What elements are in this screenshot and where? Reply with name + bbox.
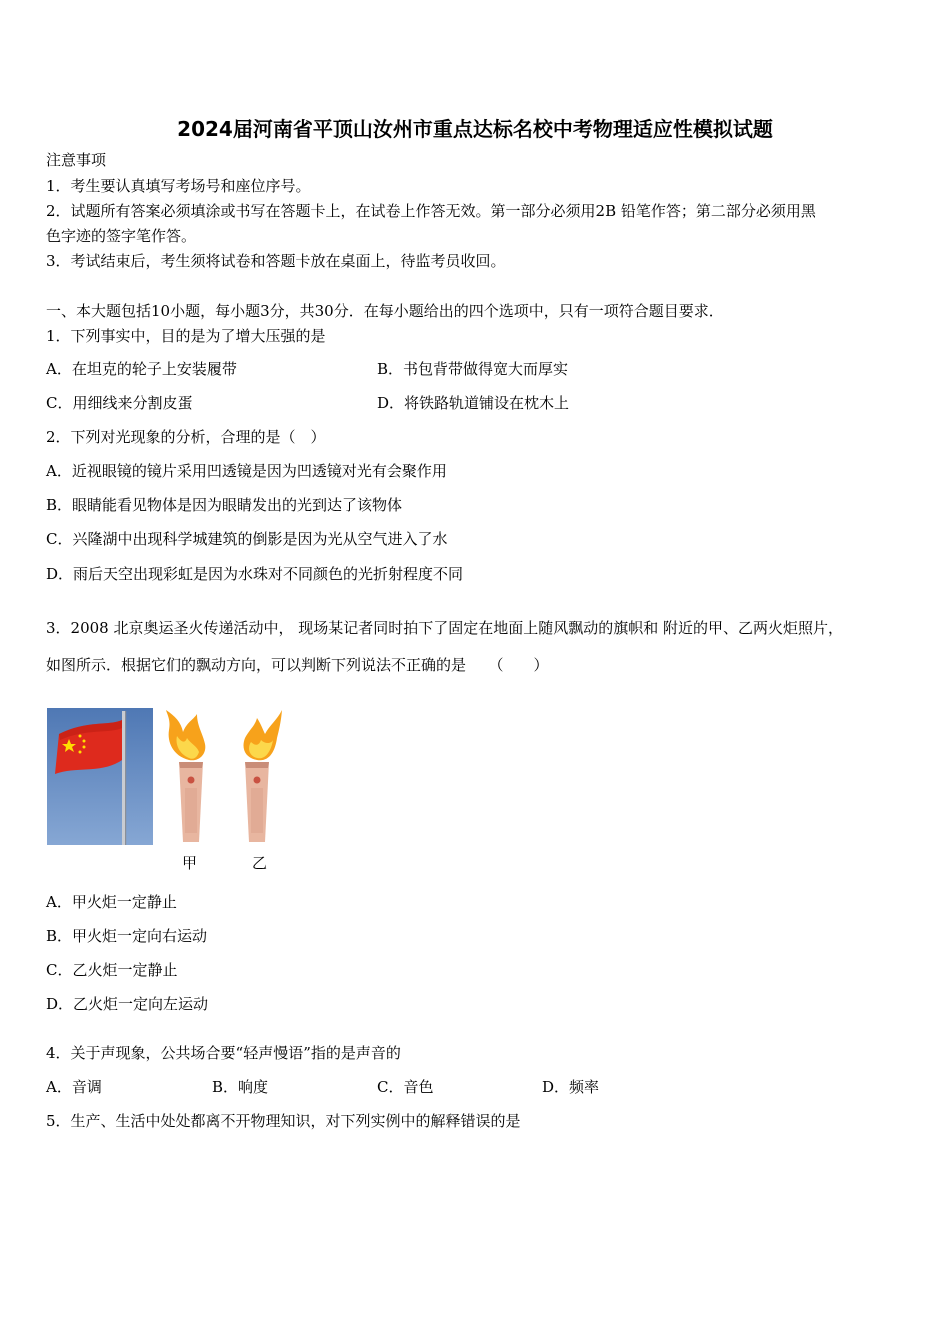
q2-option-c: C．兴隆湖中出现科学城建筑的倒影是因为光从空气进入了水 <box>46 530 448 548</box>
notice-item: 3．考试结束后，考生须将试卷和答题卡放在桌面上，待监考员收回。 <box>46 252 506 270</box>
q2-stem: 2．下列对光现象的分析，合理的是（ ） <box>46 428 326 446</box>
q1-option-d: D．将铁路轨道铺设在枕木上 <box>377 394 570 412</box>
q3-stem: 如图所示．根据它们的飘动方向，可以判断下列说法不正确的是 （ ） <box>46 656 549 674</box>
q2-option-a: A．近视眼镜的镜片采用凹透镜是因为凹透镜对光有会聚作用 <box>46 462 447 480</box>
q3-option-d: D．乙火炬一定向左运动 <box>46 995 209 1013</box>
torch-yi-icon <box>235 708 285 846</box>
q1-stem: 1．下列事实中，目的是为了增大压强的是 <box>46 327 326 345</box>
notice-heading: 注意事项 <box>46 151 107 169</box>
notice-item: 1．考生要认真填写考场号和座位序号。 <box>46 177 311 195</box>
notice-item: 2．试题所有答案必须填涂或书写在答题卡上，在试卷上作答无效。第一部分必须用2B 铅笔作答；第二部分必须用黑 <box>46 202 816 220</box>
q1-option-b: B．书包背带做得宽大而厚实 <box>377 360 569 378</box>
q3-option-a: A．甲火炬一定静止 <box>46 893 177 911</box>
q4-option-b: B．响度 <box>212 1078 269 1096</box>
q4-option-a: A．音调 <box>46 1078 102 1096</box>
q4-stem: 4．关于声现象，公共场合要“轻声慢语”指的是声音的 <box>46 1044 401 1062</box>
q4-option-c: C．音色 <box>377 1078 434 1096</box>
section-heading: 一、本大题包括10小题，每小题3分，共30分．在每小题给出的四个选项中，只有一项符合题目要求． <box>46 302 724 320</box>
torch-jia-icon <box>163 708 213 846</box>
flag-photo <box>47 708 153 845</box>
q3-option-b: B．甲火炬一定向右运动 <box>46 927 208 945</box>
notice-item: 色字迹的签字笔作答。 <box>46 227 197 245</box>
page-title: 2024届河南省平顶山汝州市重点达标名校中考物理适应性模拟试题 <box>177 117 773 141</box>
q3-option-c: C．乙火炬一定静止 <box>46 961 178 979</box>
q1-option-a: A．在坦克的轮子上安装履带 <box>46 360 237 378</box>
figure-label-yi: 乙 <box>252 854 268 872</box>
q5-stem: 5．生产、生活中处处都离不开物理知识，对下列实例中的解释错误的是 <box>46 1112 521 1130</box>
q2-option-d: D．雨后天空出现彩虹是因为水珠对不同颜色的光折射程度不同 <box>46 565 464 583</box>
q3-stem: 3．2008 北京奥运圣火传递活动中， 现场某记者同时拍下了固定在地面上随风飘动的旗帜和 附近的甲、乙两火炬照片， <box>46 619 844 637</box>
q4-option-d: D．频率 <box>542 1078 600 1096</box>
figure-label-jia: 甲 <box>182 854 198 872</box>
q2-option-b: B．眼睛能看见物体是因为眼睛发出的光到达了该物体 <box>46 496 403 514</box>
q1-option-c: C．用细线来分割皮蛋 <box>46 394 193 412</box>
